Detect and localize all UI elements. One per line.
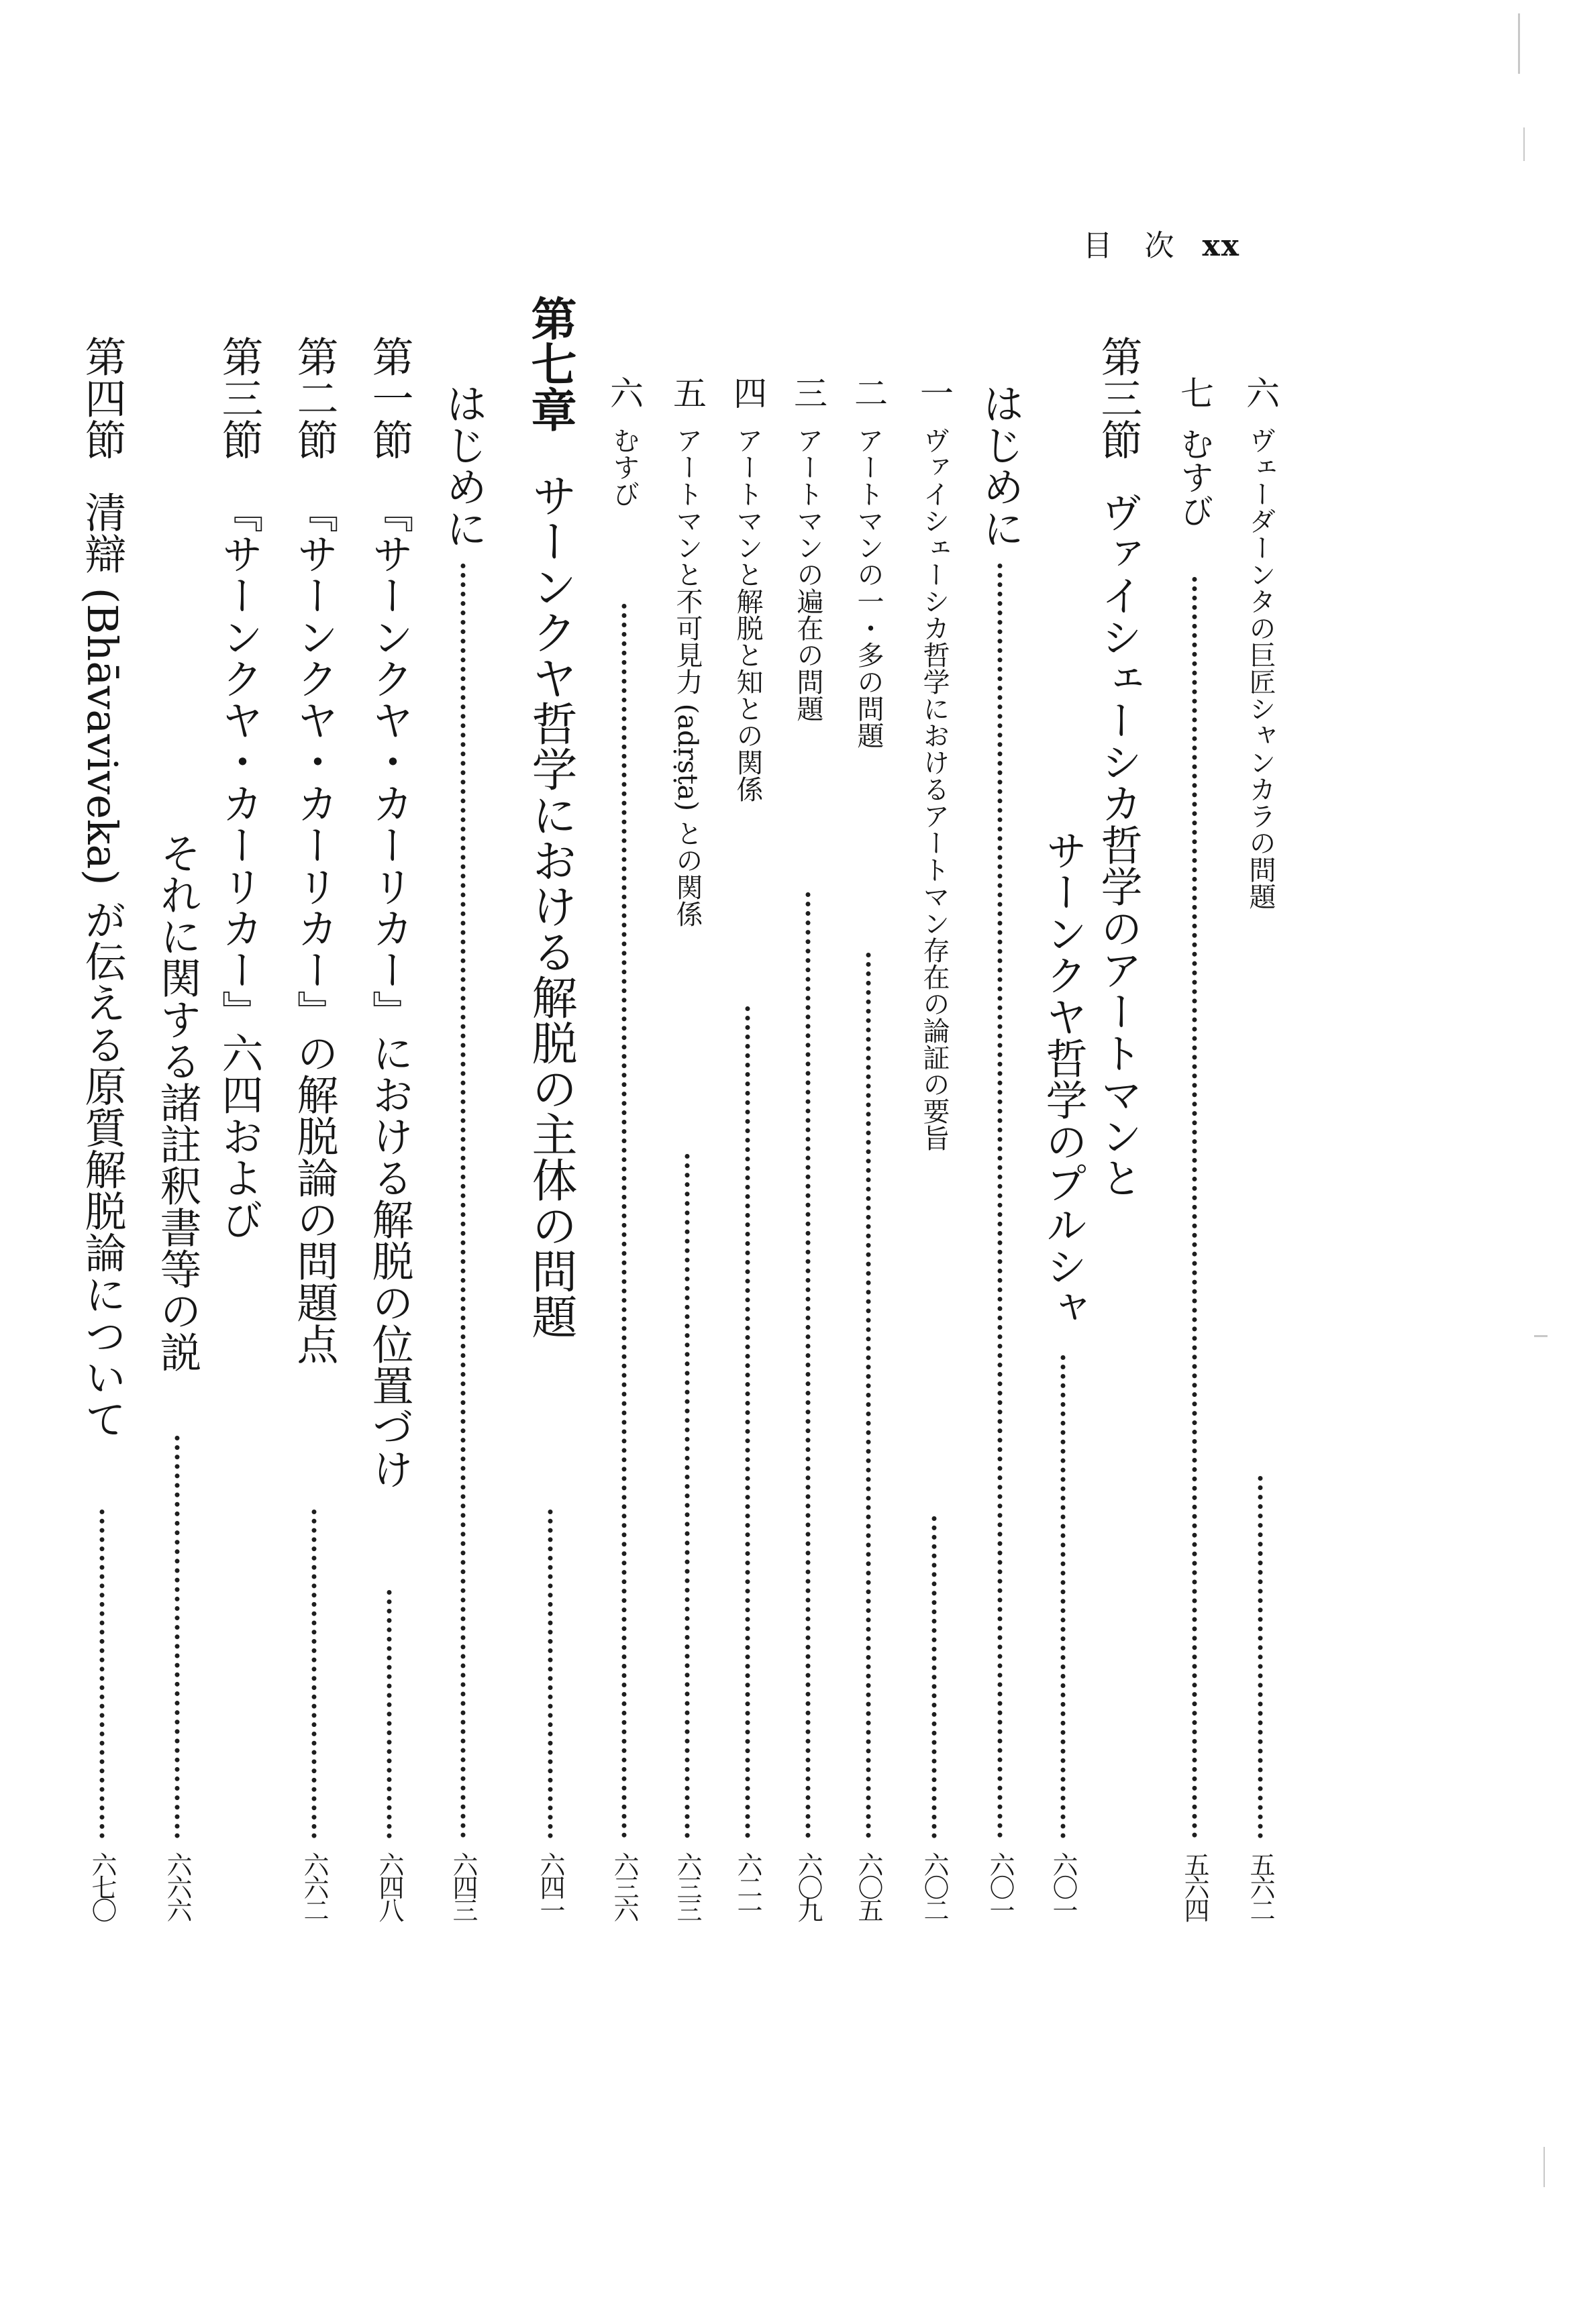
leader-dots <box>175 1436 180 1838</box>
entry-number: 四 <box>728 376 767 409</box>
scan-mark <box>1518 13 1520 74</box>
page-number: 六四八 <box>374 1852 404 1920</box>
entry-title-continued: それに関する諸註釈書等の説 <box>153 832 202 1373</box>
entry-number: 三 <box>789 376 827 409</box>
entry-number: 六 <box>605 376 644 409</box>
entry-title: 第四節清辯 (Bhāvaviveka) が伝える原質解脱論について <box>78 335 127 1440</box>
entry-title: 第一節『サーンクヤ・カーリカー』における解脱の位置づけ <box>365 335 414 1489</box>
entry-title: 一ヴァイシェーシカ哲学におけるアートマン存在の論証の要旨 <box>915 376 954 1151</box>
header-label-contents-1: 目 <box>1082 229 1114 263</box>
chapter-number: 第七章 <box>523 295 577 432</box>
page-number: 六三三 <box>672 1852 702 1920</box>
entry-title: 三アートマンの遍在の問題 <box>789 376 827 722</box>
entry-title: はじめに <box>439 382 488 549</box>
leader-dots <box>100 1510 105 1838</box>
leader-dots <box>806 892 811 1838</box>
entry-number: 五 <box>668 376 707 409</box>
section-number: 第二節 <box>290 335 339 460</box>
leader-dots <box>1258 1476 1263 1838</box>
leader-dots <box>685 1154 690 1838</box>
page-number: 六四一 <box>536 1852 565 1920</box>
leader-dots <box>866 953 871 1838</box>
entry-title: 第三節ヴァイシェーシカ哲学のアートマンと <box>1094 335 1143 1198</box>
page-number: 六二一 <box>733 1852 762 1920</box>
leader-dots <box>312 1510 317 1838</box>
header-label-contents-2: 次 <box>1144 229 1176 263</box>
section-number: 第一節 <box>365 335 414 460</box>
leader-dots <box>387 1590 392 1838</box>
entry-number: 一 <box>915 376 954 409</box>
page-number: 六〇五 <box>854 1852 883 1920</box>
entry-title: 第三節『サーンクヤ・カーリカー』六四および <box>215 335 264 1240</box>
page-number: 六〇二 <box>919 1852 949 1920</box>
page-number: 五六二 <box>1246 1852 1275 1920</box>
leader-dots <box>1193 577 1197 1838</box>
page-number: 六〇一 <box>985 1852 1015 1920</box>
leader-dots <box>622 604 627 1838</box>
leader-dots <box>461 564 466 1838</box>
entry-number: 六 <box>1241 376 1280 409</box>
page-number: 六三六 <box>609 1852 639 1920</box>
page-folio: xx <box>1202 229 1240 263</box>
page-number: 五六四 <box>1180 1852 1209 1920</box>
scan-mark <box>1534 1335 1548 1337</box>
entry-title: 六むすび <box>605 376 644 507</box>
entry-title-continued: サーンクヤ哲学のプルシャ <box>1039 829 1088 1328</box>
leader-dots <box>746 1006 750 1838</box>
leader-dots <box>998 564 1003 1838</box>
section-number: 第四節 <box>78 335 127 460</box>
entry-title: 第二節『サーンクヤ・カーリカー』の解脱論の問題点 <box>290 335 339 1365</box>
entry-title: 四アートマンと解脱と知との関係 <box>728 376 767 802</box>
page-number: 六〇九 <box>793 1852 823 1920</box>
entry-title: 七むすび <box>1175 376 1214 527</box>
scan-mark <box>1523 127 1525 161</box>
scan-mark <box>1543 2147 1545 2187</box>
leader-dots <box>1061 1355 1066 1838</box>
page-number: 六四三 <box>448 1852 478 1920</box>
entry-title: 二アートマンの一・多の問題 <box>849 376 888 749</box>
section-number: 第三節 <box>215 335 264 460</box>
entry-number: 二 <box>849 376 888 409</box>
page-number: 六〇一 <box>1048 1852 1078 1920</box>
leader-dots <box>932 1516 937 1838</box>
entry-number: 七 <box>1175 376 1214 409</box>
section-number: 第三節 <box>1094 335 1143 460</box>
entry-title: 六ヴェーダーンタの巨匠シャンカラの問題 <box>1241 376 1280 910</box>
page-number: 六七〇 <box>87 1852 117 1920</box>
page-number: 六六二 <box>299 1852 329 1920</box>
entry-title: 五アートマンと不可見力 (adṛṣṭa) との関係 <box>668 376 707 927</box>
page-number: 六六六 <box>162 1852 192 1920</box>
running-header <box>1052 221 1240 264</box>
chapter-title: 第七章サーンクヤ哲学における解脱の主体の問題 <box>523 295 577 1339</box>
leader-dots <box>548 1510 553 1838</box>
entry-title: はじめに <box>976 382 1025 549</box>
